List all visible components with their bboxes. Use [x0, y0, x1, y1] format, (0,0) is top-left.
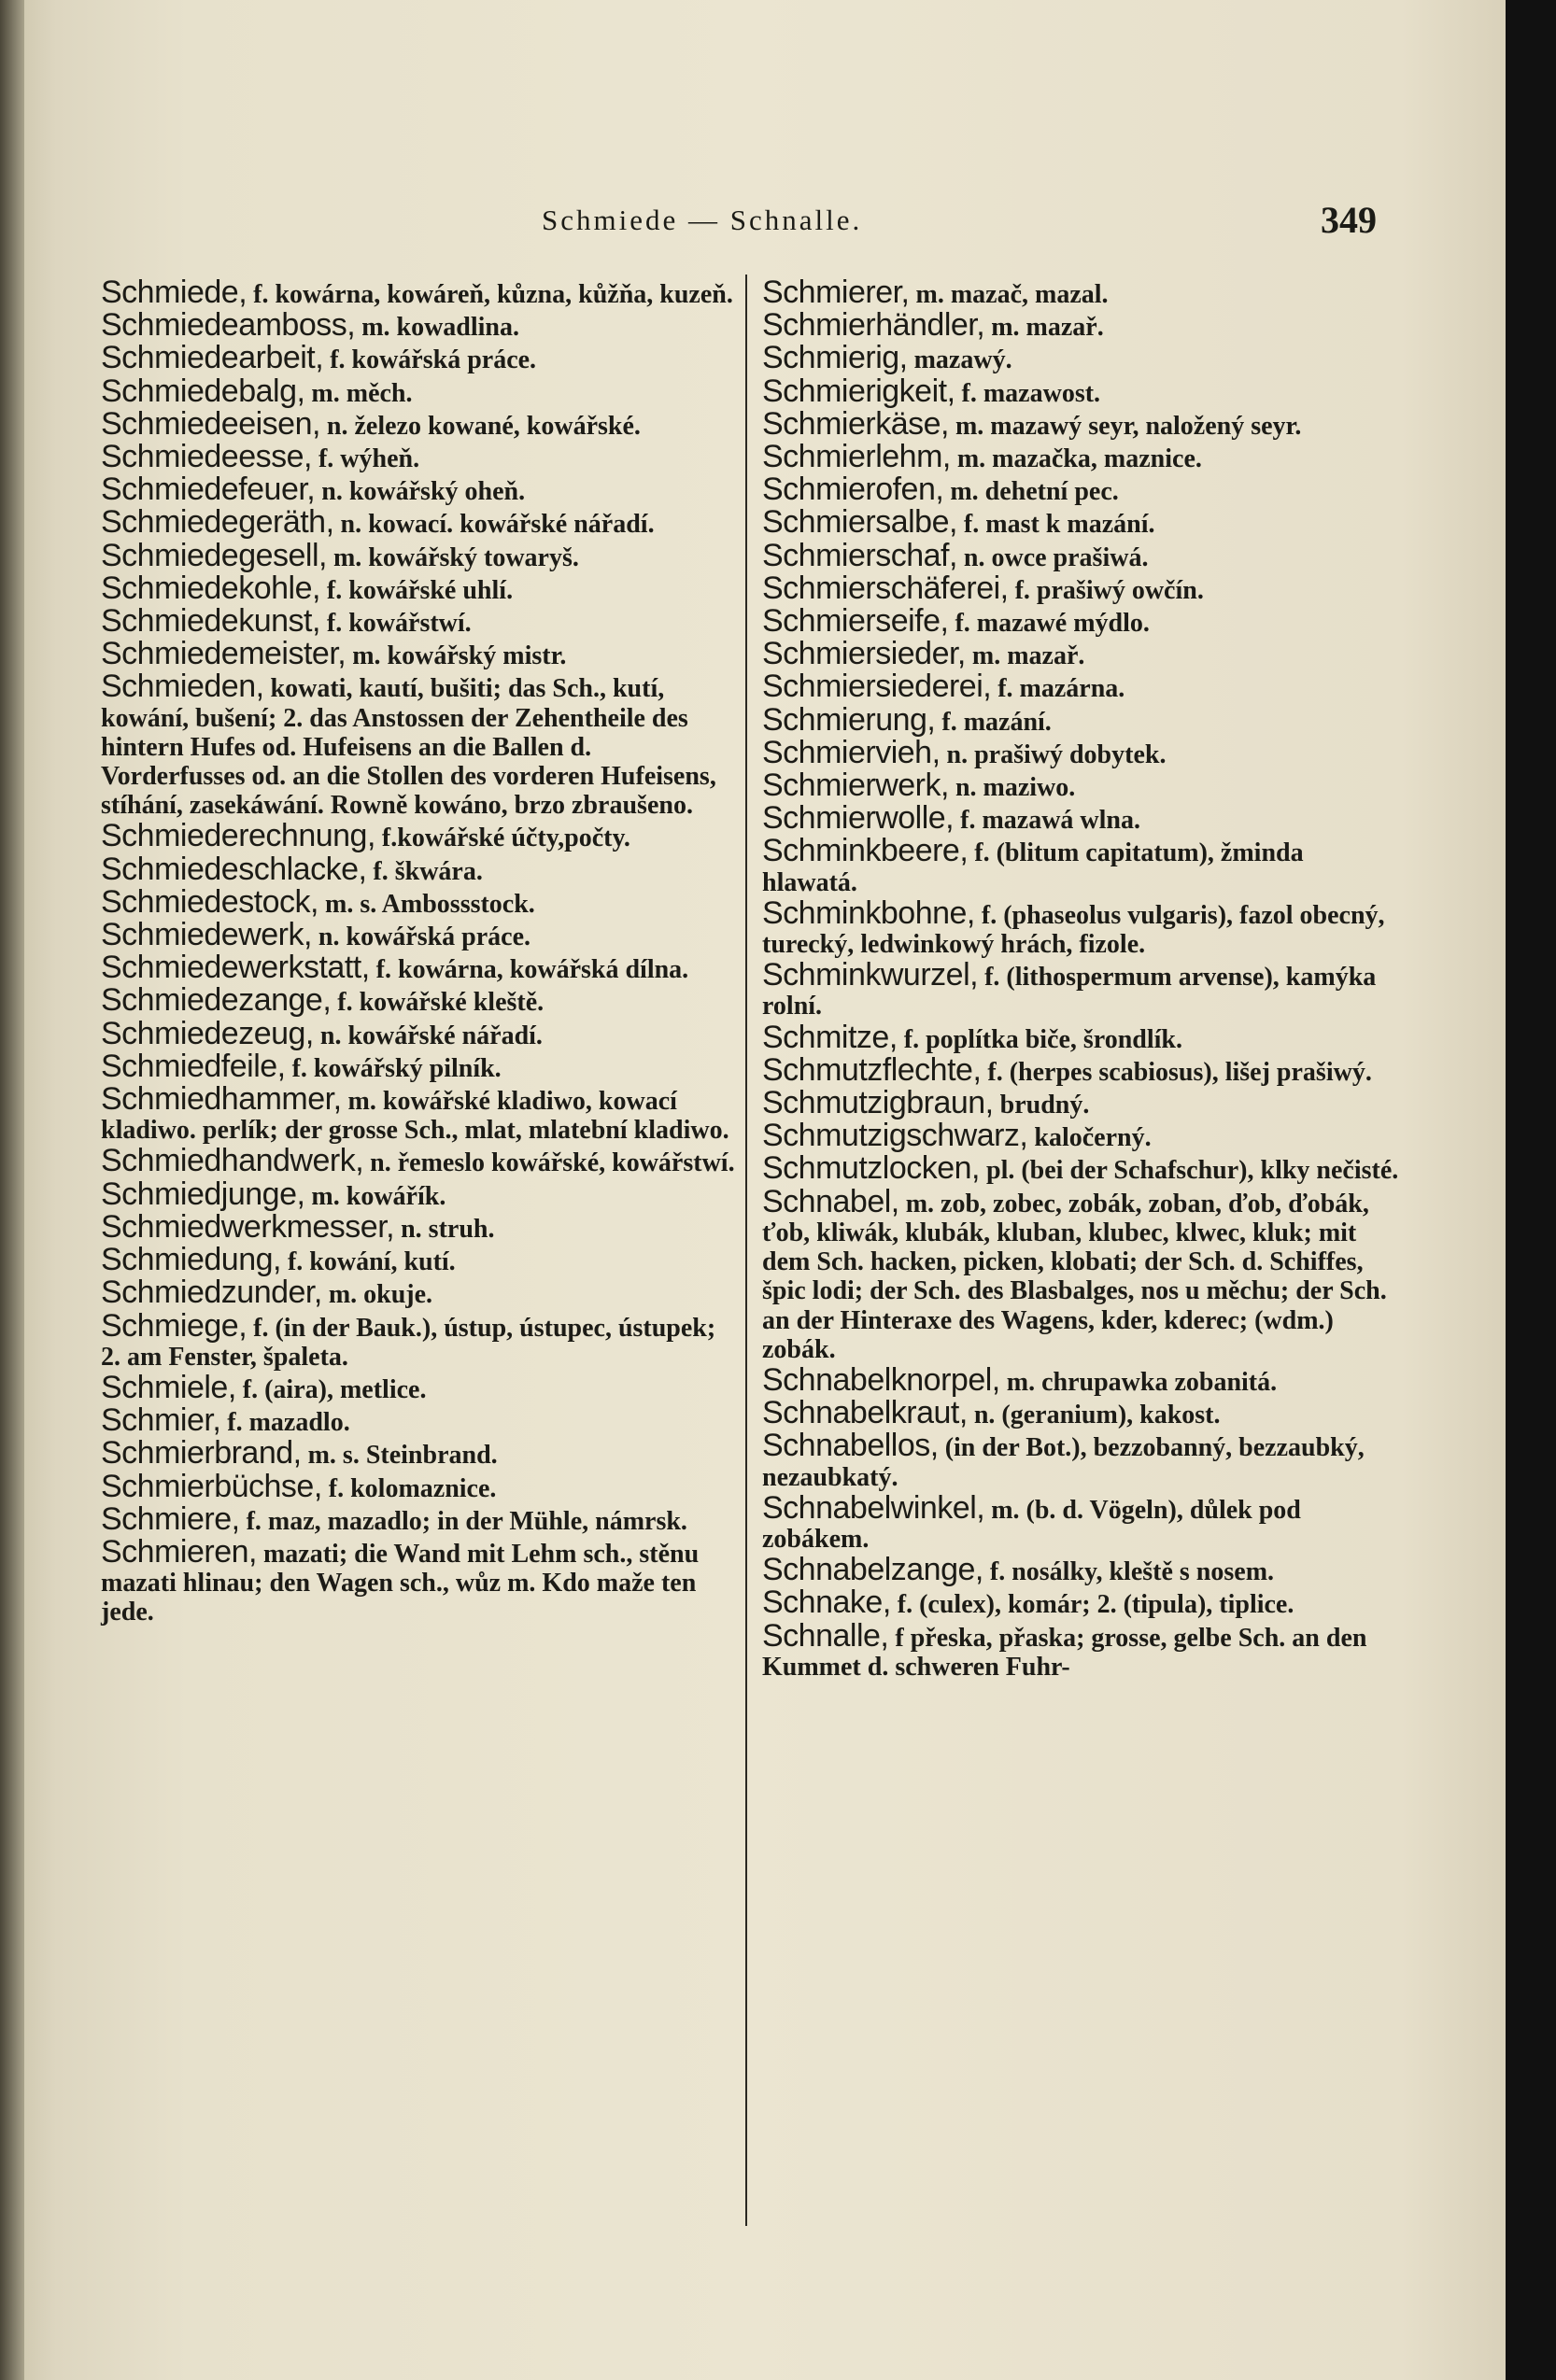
entry-headword: Schmiedebalg,: [101, 373, 305, 409]
entry-definition: kowati, kautí, bušiti; das Sch., kutí, kowání, bušení; 2. das Anstossen der Zehentheile des hintern Hufes od. Hufeisens an die Ballen d. Vorderfusses od. an die Stollen des vorderen Hufeisens, stíhání, zasekáwání. Rowně kowáno, brzo zbraušeno.: [101, 674, 716, 821]
page-edge-background: [1506, 0, 1556, 2380]
entry-definition: f. kowářské uhlí.: [319, 575, 514, 605]
entry-definition: pl. (bei der Schafschur), klky nečisté.: [980, 1156, 1399, 1186]
entry-headword: Schmutzigbraun,: [762, 1085, 994, 1121]
entry-definition: f. mazawá wlna.: [954, 806, 1140, 836]
entry-definition: f. (aira), metlice.: [235, 1374, 427, 1404]
entry-definition: m. okuje.: [321, 1280, 433, 1310]
entry-headword: Schnalle,: [762, 1617, 889, 1654]
entry-definition: f. wýheň.: [311, 444, 420, 474]
entry-definition: m. s. Steinbrand.: [301, 1441, 498, 1471]
running-head: Schmiede — Schnalle.: [542, 204, 863, 236]
entry-definition: m. mazař.: [984, 313, 1104, 343]
entry-definition: f. kowářstwí.: [319, 609, 472, 639]
dictionary-entry: [101, 537, 740, 573]
dictionary-entry: [101, 570, 740, 606]
entry-headword: Schmutzigschwarz,: [762, 1118, 1028, 1154]
dictionary-entry: [762, 1552, 1401, 1588]
entry-headword: Schmiedezange,: [101, 982, 332, 1019]
dictionary-entry: [762, 340, 1401, 376]
dictionary-entry: [101, 1242, 740, 1278]
entry-definition: f. mast k mazání.: [956, 510, 1155, 540]
dictionary-entry: [101, 982, 740, 1019]
entry-definition: f. nosálky, kleště s nosem.: [983, 1557, 1275, 1587]
dictionary-entry: [762, 570, 1401, 606]
dictionary-entry: [101, 950, 740, 986]
entry-definition: n. struh.: [394, 1214, 495, 1244]
entry-definition: f. (culex), komár; 2. (tipula), tiplice.: [890, 1590, 1294, 1620]
entry-headword: Schmiedekunst,: [101, 603, 320, 640]
page-header: [0, 198, 1506, 254]
dictionary-entry: [101, 405, 740, 442]
entry-definition: f. (herpes scabiosus), lišej prašiwý.: [981, 1057, 1372, 1087]
entry-headword: Schmiedfeile,: [101, 1048, 286, 1084]
page-number: 349: [1321, 199, 1377, 241]
entry-definition: m. kowářské kladiwo, kowací kladiwo. perlík; der grosse Sch., mlat, mlatební kladiwo.: [101, 1087, 729, 1146]
dictionary-entry: [762, 439, 1401, 475]
entry-definition: m. s. Ambossstock.: [318, 889, 535, 919]
dictionary-entry: [762, 701, 1401, 738]
entry-definition: m. kowářík.: [304, 1181, 446, 1211]
dictionary-entry: [101, 1143, 740, 1179]
entry-headword: Schmiedeamboss,: [101, 307, 356, 344]
dictionary-entry: [101, 307, 740, 344]
entry-definition: m. mazař.: [965, 641, 1085, 671]
dictionary-entry: [101, 472, 740, 508]
entry-headword: Schmiedeschlacke,: [101, 851, 367, 887]
dictionary-entry: [101, 275, 740, 310]
entry-definition: m. dehetní pec.: [943, 477, 1119, 507]
entry-definition: m. mazawý seyr, naložený seyr.: [948, 411, 1302, 441]
entry-definition: m. chrupawka zobanitá.: [999, 1367, 1278, 1397]
entry-headword: Schmiedearbeit,: [101, 340, 324, 376]
entry-headword: Schminkwurzel,: [762, 957, 979, 993]
dictionary-entry: [762, 1428, 1401, 1492]
entry-definition: n. (geranium), kakost.: [967, 1401, 1221, 1430]
dictionary-entry: [762, 504, 1401, 541]
dictionary-entry: [762, 1150, 1401, 1187]
entry-definition: n. prašiwý dobytek.: [940, 739, 1167, 769]
entry-definition: f. poplítka biče, šrondlík.: [897, 1024, 1182, 1054]
entry-definition: (in der Bot.), bezzobanný, bezzaubký, nezaubkatý.: [762, 1433, 1365, 1492]
entry-headword: Schmierschaf,: [762, 537, 957, 573]
dictionary-entry: [762, 1489, 1401, 1554]
entry-headword: Schmierig,: [762, 340, 908, 376]
entry-headword: Schmier,: [101, 1402, 221, 1439]
entry-definition: f. kolomaznice.: [321, 1473, 497, 1503]
entry-headword: Schmiersiederei,: [762, 669, 992, 705]
entry-headword: Schmiere,: [101, 1500, 240, 1537]
entry-headword: Schmiedefeuer,: [101, 472, 316, 508]
entry-headword: Schmiederechnung,: [101, 818, 375, 854]
dictionary-entry: [762, 636, 1401, 672]
entry-headword: Schmiersieder,: [762, 636, 966, 672]
entry-headword: Schmiede,: [101, 275, 248, 310]
dictionary-entry: [101, 1081, 740, 1146]
column-divider: [745, 275, 747, 2226]
entry-definition: f. (blitum capitatum), žminda hlawatá.: [762, 838, 1304, 897]
entry-headword: Schmieden,: [101, 669, 264, 705]
entry-headword: Schminkbeere,: [762, 833, 969, 869]
right-column: [762, 275, 1401, 1682]
dictionary-entry: [101, 1369, 740, 1405]
entry-headword: Schmiedeeisen,: [101, 405, 320, 442]
dictionary-entry: [101, 1274, 740, 1311]
entry-headword: Schmierbüchse,: [101, 1468, 322, 1504]
book-spine-shadow: [0, 0, 24, 2380]
entry-definition: f. mazawé mýdlo.: [948, 609, 1150, 639]
dictionary-entry: [101, 669, 740, 821]
entry-definition: f. mazání.: [935, 707, 1052, 737]
entry-definition: n. kowací. kowářské nářadí.: [333, 510, 655, 540]
dictionary-entry: [762, 307, 1401, 344]
entry-definition: f.kowářské účty,počty.: [375, 824, 630, 853]
entry-definition: n. maziwo.: [948, 773, 1076, 803]
entry-definition: mazawý.: [907, 345, 1012, 375]
entry-headword: Schmiervieh,: [762, 734, 941, 770]
entry-headword: Schmutzlocken,: [762, 1150, 980, 1187]
dictionary-entry: [762, 669, 1401, 705]
entry-headword: Schmieren,: [101, 1533, 257, 1570]
dictionary-entry: [762, 1051, 1401, 1088]
entry-headword: Schmierigkeit,: [762, 373, 955, 409]
dictionary-entry: [762, 1584, 1401, 1621]
entry-definition: mazati; die Wand mit Lehm sch., stěnu mazati hlinau; den Wagen sch., wůz m. Kdo maže ten jede.: [101, 1539, 700, 1627]
dictionary-entry: [762, 734, 1401, 770]
dictionary-entry: [101, 1208, 740, 1245]
entry-definition: m. kowadlina.: [355, 313, 520, 343]
dictionary-entry: [101, 439, 740, 475]
dictionary-entry: [101, 818, 740, 854]
entry-headword: Schnabel,: [762, 1183, 899, 1219]
entry-headword: Schnabelkraut,: [762, 1395, 968, 1431]
entry-headword: Schmiedewerkstatt,: [101, 950, 370, 986]
dictionary-entry: [101, 1468, 740, 1504]
entry-headword: Schmiedegesell,: [101, 537, 327, 573]
entry-definition: f. kowářský pilník.: [285, 1053, 502, 1083]
entry-definition: m. kowářský towaryš.: [326, 542, 579, 572]
dictionary-entry: [762, 1183, 1401, 1364]
entry-headword: Schnake,: [762, 1584, 891, 1621]
dictionary-entry: [101, 1015, 740, 1051]
entry-headword: Schnabelknorpel,: [762, 1361, 1000, 1398]
entry-definition: f. mazárna.: [991, 674, 1125, 704]
dictionary-entry: [762, 1019, 1401, 1055]
entry-definition: kaločerný.: [1027, 1123, 1152, 1153]
dictionary-entry: [762, 768, 1401, 804]
entry-headword: Schmiersalbe,: [762, 504, 957, 541]
entry-headword: Schmierer,: [762, 275, 910, 310]
entry-definition: f. (lithospermum arvense), kamýka rolní.: [762, 963, 1377, 1021]
entry-definition: n. kowářské nářadí.: [313, 1021, 543, 1050]
dictionary-entry: [762, 957, 1401, 1021]
entry-definition: m. kowářský mistr.: [346, 641, 567, 671]
entry-headword: Schmiedezeug,: [101, 1015, 314, 1051]
dictionary-entry: [101, 340, 740, 376]
entry-headword: Schmiedung,: [101, 1242, 281, 1278]
dictionary-entry: [762, 800, 1401, 837]
entry-definition: m. mazač, mazal.: [909, 280, 1109, 309]
entry-headword: Schmiedekohle,: [101, 570, 320, 606]
entry-headword: Schmierschäferei,: [762, 570, 1009, 606]
entry-headword: Schmiele,: [101, 1369, 236, 1405]
dictionary-entry: [762, 373, 1401, 409]
dictionary-entry: [762, 537, 1401, 573]
dictionary-entry: [762, 1361, 1401, 1398]
entry-definition: n. kowářský oheň.: [315, 477, 526, 507]
entry-definition: brudný.: [993, 1091, 1090, 1120]
entry-headword: Schmierung,: [762, 701, 936, 738]
entry-headword: Schnabelwinkel,: [762, 1489, 985, 1526]
dictionary-entry: [101, 1435, 740, 1472]
entry-definition: n. železo kowané, kowářské.: [319, 411, 641, 441]
entry-definition: f. kowárna, kowářská dílna.: [369, 955, 689, 985]
entry-headword: Schmitze,: [762, 1019, 898, 1055]
dictionary-entry: [101, 504, 740, 541]
dictionary-entry: [101, 851, 740, 887]
entry-headword: Schminkbohne,: [762, 894, 975, 931]
entry-definition: f. kowářská práce.: [323, 345, 537, 375]
entry-headword: Schmiedestock,: [101, 883, 318, 920]
entry-definition: f. maz, mazadlo; in der Mühle, námrsk.: [239, 1506, 687, 1536]
entry-headword: Schmiedewerk,: [101, 917, 312, 953]
entry-definition: f. (in der Bauk.), ústup, ústupec, ústupek; 2. am Fenster, špaleta.: [101, 1313, 716, 1372]
entry-headword: Schmierwolle,: [762, 800, 955, 837]
entry-headword: Schmiedemeister,: [101, 636, 347, 672]
dictionary-entry: [762, 1395, 1401, 1431]
dictionary-entry: [762, 1118, 1401, 1154]
entry-headword: Schmierseife,: [762, 603, 949, 640]
entry-headword: Schmierlehm,: [762, 439, 951, 475]
entry-definition: f. kowání, kutí.: [280, 1247, 456, 1277]
entry-headword: Schmiedhammer,: [101, 1081, 342, 1118]
entry-definition: n. kowářská práce.: [311, 922, 531, 952]
entry-headword: Schnabelzange,: [762, 1552, 983, 1588]
dictionary-entry: [762, 1085, 1401, 1121]
entry-headword: Schmiege,: [101, 1307, 248, 1344]
entry-headword: Schmiedeesse,: [101, 439, 312, 475]
entry-definition: f. prašiwý owčín.: [1008, 575, 1204, 605]
entry-definition: m. mazačka, maznice.: [950, 444, 1202, 474]
entry-headword: Schmiedjunge,: [101, 1176, 305, 1212]
entry-definition: f. kowářské kleště.: [331, 988, 545, 1018]
entry-definition: m. měch.: [304, 378, 413, 408]
entry-definition: f. (phaseolus vulgaris), fazol obecný, turecký, ledwinkowý hrách, fizole.: [762, 900, 1385, 960]
entry-headword: Schmierbrand,: [101, 1435, 302, 1472]
dictionary-entry: [101, 1500, 740, 1537]
entry-definition: m. (b. d. Vögeln), důlek pod zobákem.: [762, 1495, 1301, 1554]
entry-definition: m. zob, zobec, zobák, zoban, ďob, ďobák, ťob, kliwák, klubák, kluban, klubec, klwec, kluk; mit dem Sch. hacken, picken, klobati; der Sch. d. Schiffes, špic lodi; der Sch. des Blasbalges, nos u měchu; der Sch. an der Hinteraxe des Wagens, kder, kderec; (wdm.) zobák.: [762, 1189, 1387, 1364]
dictionary-entry: [762, 894, 1401, 960]
dictionary-entry: [762, 603, 1401, 640]
entry-definition: f. mazawost.: [955, 378, 1101, 408]
dictionary-entry: [101, 883, 740, 920]
entry-headword: Schmiedzunder,: [101, 1274, 322, 1311]
dictionary-entry: [101, 603, 740, 640]
dictionary-entry: [101, 917, 740, 953]
entry-headword: Schmutzflechte,: [762, 1051, 982, 1088]
entry-headword: Schmierkäse,: [762, 405, 949, 442]
dictionary-entry: [762, 275, 1401, 310]
dictionary-entry: [762, 472, 1401, 508]
dictionary-entry: [101, 1402, 740, 1439]
dictionary-entry: [101, 1307, 740, 1372]
entry-headword: Schmiedhandwerk,: [101, 1143, 364, 1179]
entry-definition: n. řemeslo kowářské, kowářstwí.: [363, 1148, 735, 1178]
dictionary-entry: [101, 636, 740, 672]
dictionary-entry: [101, 1048, 740, 1084]
entry-headword: Schmiedegeräth,: [101, 504, 334, 541]
entry-definition: f. mazadlo.: [220, 1408, 350, 1438]
entry-headword: Schmierwerk,: [762, 768, 949, 804]
entry-headword: Schmierofen,: [762, 472, 944, 508]
dictionary-entry: [101, 1176, 740, 1212]
entry-definition: f. kowárna, kowáreň, kůzna, kůžňa, kuzeň.: [247, 280, 733, 309]
dictionary-entry: [101, 1533, 740, 1627]
entry-headword: Schnabellos,: [762, 1428, 939, 1464]
dictionary-entry: [101, 373, 740, 409]
dictionary-entry: [762, 405, 1401, 442]
entry-definition: f. škwára.: [366, 856, 483, 886]
entry-headword: Schmierhändler,: [762, 307, 985, 344]
left-column: [101, 275, 740, 1627]
entry-definition: n. owce prašiwá.: [956, 542, 1149, 572]
entry-headword: Schmiedwerkmesser,: [101, 1208, 395, 1245]
dictionary-entry: [762, 1617, 1401, 1682]
dictionary-entry: [762, 833, 1401, 897]
entry-definition: f přeska, přaska; grosse, gelbe Sch. an den Kummet d. schweren Fuhr-: [762, 1623, 1367, 1682]
